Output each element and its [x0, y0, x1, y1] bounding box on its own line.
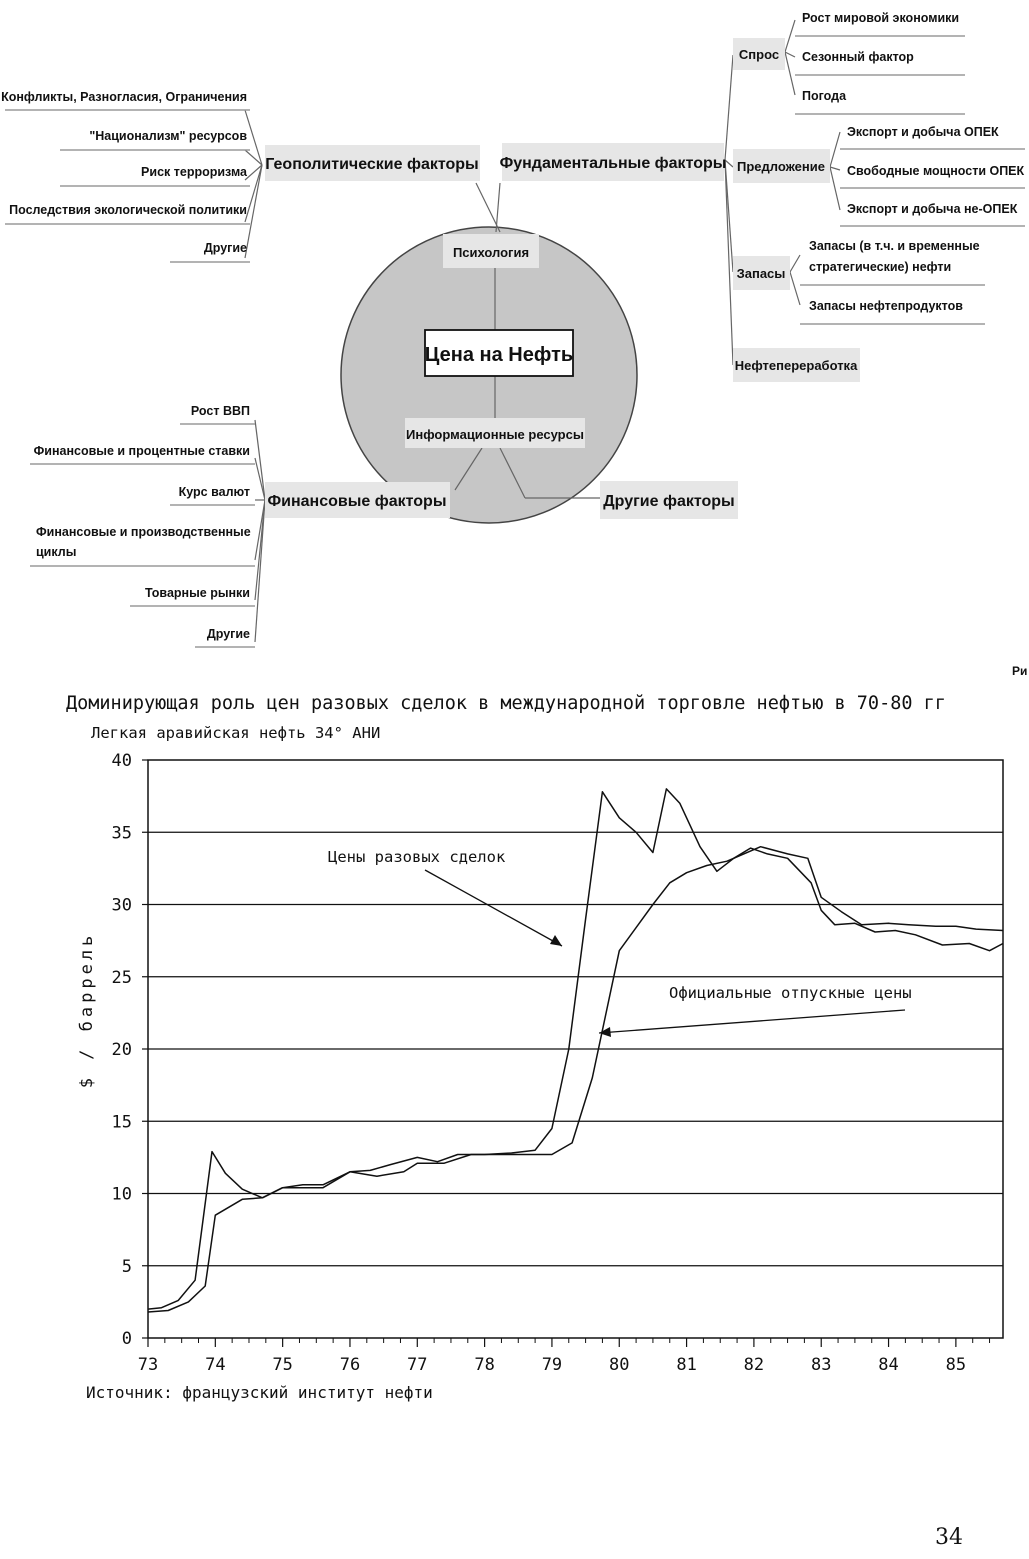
x-tick-label: 76	[339, 1355, 361, 1375]
demand-item: Рост мировой экономики	[802, 11, 960, 25]
financial-item: Рост ВВП	[190, 404, 250, 418]
refining-label: Нефтепереработка	[734, 358, 858, 373]
x-tick-label: 77	[407, 1355, 428, 1375]
geo-factors-title: Геополитические факторы	[265, 156, 479, 173]
chart-subtitle: Легкая аравийская нефть 34° АНИ	[91, 724, 381, 742]
y-tick-label: 35	[111, 823, 132, 844]
y-tick-label: 40	[111, 751, 132, 771]
y-tick-label: 30	[111, 895, 132, 916]
annotation-spot-prices: Цены разовых сделок	[328, 848, 506, 866]
x-tick-label: 79	[541, 1355, 563, 1375]
chart-title: Доминирующая роль цен разовых сделок в международной торговле нефтью в 70-80 гг	[66, 693, 946, 714]
y-tick-label: 0	[121, 1329, 132, 1349]
information-label: Информационные ресурсы	[406, 427, 584, 442]
x-tick-label: 73	[137, 1355, 159, 1375]
x-tick-label: 74	[205, 1355, 226, 1375]
y-tick-label: 10	[111, 1184, 132, 1205]
geo-item: Риск терроризма	[141, 165, 247, 179]
cut-off-fragment: Ри	[1012, 664, 1028, 678]
price-label: Цена на Нефть	[424, 344, 574, 366]
plot-area	[112, 751, 1003, 1375]
x-tick-label: 75	[272, 1355, 293, 1375]
stocks-label: Запасы	[736, 266, 786, 281]
financial-item: Товарные рынки	[144, 586, 250, 600]
other-factors-label: Другие факторы	[603, 493, 735, 510]
y-axis-label: $ / баррель	[77, 931, 97, 1089]
geo-item: Конфликты, Разногласия, Ограничения	[1, 90, 247, 104]
stocks-item: Запасы нефтепродуктов	[809, 299, 963, 313]
y-tick-label: 5	[121, 1256, 132, 1277]
page-number: 34	[935, 1525, 963, 1550]
x-tick-label: 85	[945, 1355, 967, 1375]
x-tick-label: 81	[676, 1355, 697, 1375]
y-tick-label: 20	[111, 1040, 132, 1060]
fundamental-factors-title: Фундаментальные факторы	[499, 155, 727, 172]
x-tick-label: 82	[743, 1355, 765, 1375]
stocks-item: Запасы (в т.ч. и временные	[809, 239, 980, 253]
annotation-official-prices: Официальные отпускные цены	[669, 984, 912, 1002]
annotation-arrow-official	[599, 1010, 905, 1033]
x-tick-label: 84	[878, 1355, 899, 1375]
chart-source: Источник: французский институт нефти	[86, 1383, 433, 1402]
financial-item: Курс валют	[178, 485, 250, 499]
x-tick-label: 78	[474, 1355, 495, 1375]
supply-item: Экспорт и добыча не-ОПЕК	[847, 202, 1018, 216]
supply-item: Экспорт и добыча ОПЕК	[847, 125, 999, 139]
x-tick-label: 83	[810, 1355, 832, 1375]
demand-label: Спрос	[738, 47, 780, 62]
financial-factors-title: Финансовые факторы	[267, 493, 447, 510]
y-tick-label: 25	[111, 967, 132, 988]
financial-item: Финансовые и процентные ставки	[33, 444, 250, 458]
stocks-item: стратегические) нефти	[809, 260, 952, 274]
demand-item: Сезонный фактор	[802, 50, 914, 64]
financial-item: Другие	[206, 627, 250, 641]
annotation-arrow-spot	[425, 870, 562, 946]
psychology-label: Психология	[452, 245, 530, 260]
demand-item: Погода	[802, 89, 847, 103]
official-price-line	[148, 847, 1003, 1312]
geo-item: Последствия экологической политики	[9, 203, 247, 217]
y-tick-label: 15	[111, 1112, 132, 1133]
supply-item: Свободные мощности ОПЕК	[847, 164, 1025, 178]
financial-item: Финансовые и производственные	[36, 525, 251, 539]
x-tick-label: 80	[609, 1355, 630, 1375]
supply-label: Предложение	[737, 159, 825, 174]
financial-item: циклы	[36, 545, 77, 559]
geo-item: Другие	[203, 241, 247, 255]
geo-item: "Национализм" ресурсов	[89, 129, 247, 143]
